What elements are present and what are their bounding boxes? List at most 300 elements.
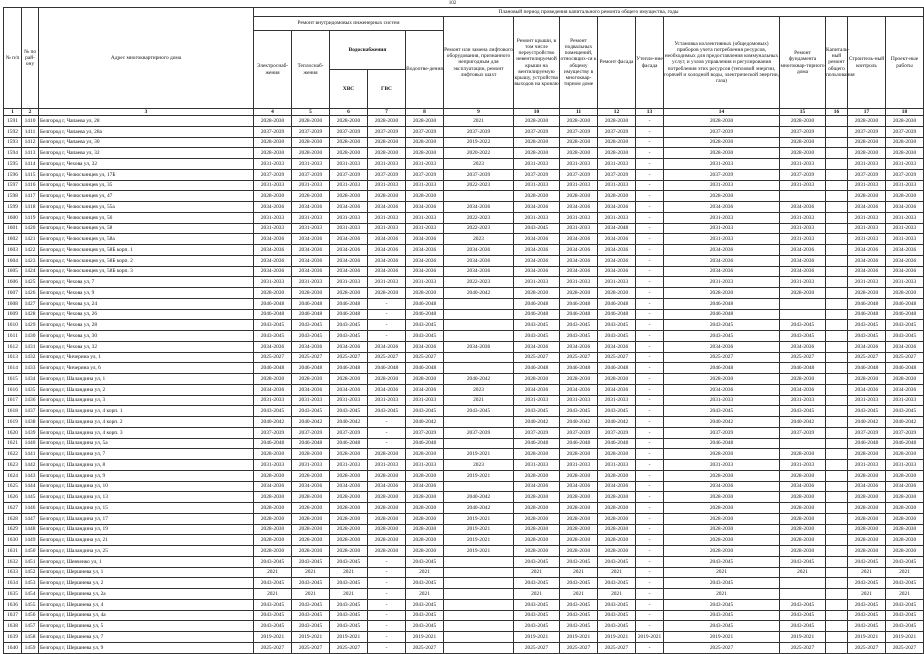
period-cell: 2034-2036: [330, 341, 368, 352]
period-cell: 2034-2036: [664, 481, 780, 492]
period-cell: 2046-2048: [598, 438, 636, 449]
table-row: [4, 374, 924, 385]
table-row: [4, 309, 924, 320]
header-insulation: Утепле-ние фасада: [636, 17, 664, 109]
period-cell: 2034-2036: [514, 384, 560, 395]
period-cell: 2034-2036: [330, 384, 368, 395]
district-number: 1417: [22, 191, 39, 202]
period-cell: 2025-2027: [886, 352, 924, 363]
header-water: Водоснабжения: [330, 31, 405, 70]
period-cell: 2028-2030: [664, 503, 780, 514]
period-cell: 2043-2045: [330, 621, 368, 632]
period-cell: 2031-2033: [292, 395, 330, 406]
period-cell: 2028-2030: [848, 546, 886, 557]
period-cell: 2028-2030: [780, 535, 826, 546]
period-cell: 2021: [848, 567, 886, 578]
period-cell: 2028-2030: [560, 374, 598, 385]
period-cell: [826, 352, 848, 363]
address-cell: Белгород г, Шершнева ул, 2а: [39, 589, 254, 600]
period-cell: 2028-2030: [292, 148, 330, 159]
period-cell: 2031-2033: [780, 277, 826, 288]
address-cell: Белгород г, Чехова ул, 9: [39, 288, 254, 299]
period-cell: -: [636, 148, 664, 159]
period-cell: 2028-2030: [292, 374, 330, 385]
table-row: [4, 395, 924, 406]
period-cell: -: [636, 535, 664, 546]
period-cell: 2021: [848, 589, 886, 600]
district-number: 1414: [22, 159, 39, 170]
period-cell: 2031-2033: [368, 277, 406, 288]
period-cell: 2034-2036: [780, 202, 826, 213]
period-cell: 2022-2023: [444, 223, 514, 234]
period-cell: 2034-2036: [444, 266, 514, 277]
period-cell: [826, 374, 848, 385]
period-cell: 2046-2048: [848, 298, 886, 309]
period-cell: 2046-2048: [406, 298, 444, 309]
period-cell: 2028-2030: [598, 546, 636, 557]
row-number: 1639: [4, 632, 22, 643]
period-cell: 2021: [330, 567, 368, 578]
period-cell: 2043-2045: [664, 320, 780, 331]
row-number: 1632: [4, 556, 22, 567]
period-cell: 2028-2030: [254, 191, 292, 202]
period-cell: 2028-2030: [292, 137, 330, 148]
period-cell: 2028-2030: [780, 288, 826, 299]
period-cell: 2031-2033: [292, 223, 330, 234]
period-cell: 2043-2045: [560, 578, 598, 589]
period-cell: 2028-2030: [254, 148, 292, 159]
period-cell: 2043-2045: [780, 320, 826, 331]
period-cell: 2019-2021: [254, 632, 292, 643]
district-number: 1424: [22, 266, 39, 277]
period-cell: 2028-2030: [664, 492, 780, 503]
column-numbers-row: [4, 109, 924, 116]
period-cell: 2019-2021: [444, 535, 514, 546]
period-cell: 2031-2033: [254, 223, 292, 234]
period-cell: 2043-2045: [848, 320, 886, 331]
period-cell: -: [636, 363, 664, 374]
table-row: [4, 180, 924, 191]
period-cell: 2031-2033: [598, 395, 636, 406]
period-cell: 2031-2033: [330, 223, 368, 234]
period-cell: -: [368, 320, 406, 331]
period-cell: 2028-2030: [254, 374, 292, 385]
period-cell: [826, 449, 848, 460]
district-number: 1427: [22, 298, 39, 309]
period-cell: 2031-2033: [848, 223, 886, 234]
address-cell: Белгород г, Чапаева ул, 30: [39, 137, 254, 148]
row-number: 1597: [4, 180, 22, 191]
column-number: 6: [330, 109, 368, 116]
period-cell: 2028-2030: [598, 137, 636, 148]
period-cell: 2028-2030: [886, 492, 924, 503]
district-number: 1433: [22, 363, 39, 374]
period-cell: 2019-2021: [598, 632, 636, 643]
period-cell: 2028-2030: [598, 524, 636, 535]
period-cell: 2037-2039: [514, 427, 560, 438]
period-cell: 2031-2033: [780, 234, 826, 245]
period-cell: 2025-2027: [406, 642, 444, 653]
period-cell: 2028-2030: [886, 116, 924, 127]
period-cell: 2028-2030: [330, 191, 368, 202]
period-cell: 2034-2036: [406, 202, 444, 213]
period-cell: 2034-2036: [254, 481, 292, 492]
period-cell: 2028-2030: [254, 524, 292, 535]
period-cell: 2021: [664, 567, 780, 578]
period-cell: 2043-2045: [254, 406, 292, 417]
period-cell: 2028-2030: [514, 513, 560, 524]
period-cell: 2028-2030: [406, 524, 444, 535]
period-cell: 2028-2030: [598, 374, 636, 385]
period-cell: 2031-2033: [886, 460, 924, 471]
period-cell: [444, 621, 514, 632]
address-cell: Белгород г, Челюскинцев ул, 35: [39, 180, 254, 191]
period-cell: 2023: [444, 234, 514, 245]
row-number: 1618: [4, 406, 22, 417]
period-cell: 2043-2045: [292, 621, 330, 632]
district-number: 1454: [22, 589, 39, 600]
period-cell: [444, 556, 514, 567]
period-cell: 2037-2039: [292, 126, 330, 137]
header-electric: Электроснаб-жения: [254, 31, 292, 109]
period-cell: 2034-2036: [514, 202, 560, 213]
row-number: 1606: [4, 277, 22, 288]
period-cell: -: [368, 578, 406, 589]
period-cell: 2028-2030: [254, 503, 292, 514]
period-cell: 2046-2048: [514, 363, 560, 374]
period-cell: 2043-2045: [292, 556, 330, 567]
address-cell: Белгород г, Шаландина ул, 10: [39, 481, 254, 492]
period-cell: 2022-2023: [444, 277, 514, 288]
period-cell: [444, 191, 514, 202]
address-cell: Белгород г, Челюскинцев ул, 58: [39, 223, 254, 234]
period-cell: 2034-2036: [780, 245, 826, 256]
district-number: 1457: [22, 621, 39, 632]
period-cell: 2022-2023: [444, 180, 514, 191]
period-cell: [826, 535, 848, 546]
period-cell: 2025-2027: [780, 352, 826, 363]
period-cell: 2046-2048: [560, 309, 598, 320]
period-cell: 2028-2030: [368, 470, 406, 481]
period-cell: -: [636, 202, 664, 213]
district-number: 1420: [22, 223, 39, 234]
period-cell: 2034-2036: [368, 245, 406, 256]
table-row: [4, 352, 924, 363]
period-cell: 2034-2036: [848, 481, 886, 492]
period-cell: 2028-2030: [330, 492, 368, 503]
period-cell: 2028-2030: [254, 513, 292, 524]
address-cell: Белгород г, Шершнева ул, 9: [39, 642, 254, 653]
period-cell: 2028-2030: [598, 191, 636, 202]
period-cell: 2028-2030: [598, 535, 636, 546]
period-cell: 2034-2036: [560, 255, 598, 266]
period-cell: -: [636, 126, 664, 137]
period-cell: 2028-2030: [330, 546, 368, 557]
period-cell: 2043-2045: [292, 610, 330, 621]
row-number: 1599: [4, 202, 22, 213]
period-cell: 2028-2030: [330, 503, 368, 514]
period-cell: 2028-2030: [292, 288, 330, 299]
period-cell: 2028-2030: [664, 148, 780, 159]
period-cell: -: [636, 589, 664, 600]
district-number: 1423: [22, 255, 39, 266]
period-cell: 2043-2045: [886, 578, 924, 589]
period-cell: [444, 578, 514, 589]
column-number: 16: [826, 109, 848, 116]
period-cell: [826, 406, 848, 417]
period-cell: 2028-2030: [664, 137, 780, 148]
period-cell: 2031-2033: [598, 460, 636, 471]
table-row: [4, 642, 924, 653]
period-cell: 2028-2030: [780, 470, 826, 481]
period-cell: [444, 632, 514, 643]
period-cell: 2034-2036: [368, 481, 406, 492]
period-cell: 2043-2045: [514, 621, 560, 632]
period-cell: 2031-2033: [560, 277, 598, 288]
period-cell: 2031-2033: [330, 159, 368, 170]
period-cell: 2025-2027: [598, 642, 636, 653]
period-cell: 2037-2039: [406, 126, 444, 137]
period-cell: 2043-2045: [514, 331, 560, 342]
header-basement: Ремонт подвальных помещений, относящих-ся к общему имуществу в многоквар-тирном доме: [560, 17, 598, 109]
period-cell: 2019-2021: [292, 632, 330, 643]
header-hvs: ХВС: [330, 70, 368, 108]
period-cell: -: [636, 266, 664, 277]
period-cell: 2046-2048: [514, 298, 560, 309]
period-cell: -: [368, 427, 406, 438]
row-number: 1623: [4, 460, 22, 471]
row-number: 1608: [4, 298, 22, 309]
period-cell: 2031-2033: [886, 277, 924, 288]
period-cell: -: [636, 298, 664, 309]
period-cell: 2028-2030: [368, 546, 406, 557]
period-cell: 2034-2036: [330, 202, 368, 213]
period-cell: 2021: [886, 589, 924, 600]
period-cell: 2037-2039: [254, 126, 292, 137]
district-number: 1429: [22, 320, 39, 331]
period-cell: 2019-2021: [444, 470, 514, 481]
period-cell: 2031-2033: [368, 212, 406, 223]
period-cell: 2028-2030: [292, 513, 330, 524]
period-cell: 2037-2039: [368, 126, 406, 137]
period-cell: 2034-2036: [598, 266, 636, 277]
period-cell: 2043-2045: [514, 556, 560, 567]
period-cell: 2028-2030: [598, 492, 636, 503]
row-number: 1595: [4, 159, 22, 170]
period-cell: 2031-2033: [598, 212, 636, 223]
period-cell: -: [636, 191, 664, 202]
period-cell: 2031-2033: [560, 223, 598, 234]
period-cell: 2043-2045: [406, 406, 444, 417]
period-cell: 2043-2045: [598, 599, 636, 610]
period-cell: 2021: [598, 567, 636, 578]
period-cell: 2046-2048: [330, 298, 368, 309]
district-number: 1449: [22, 535, 39, 546]
period-cell: 2019-2021: [330, 632, 368, 643]
address-cell: Белгород г, Шаландина ул, 7: [39, 449, 254, 460]
row-number: 1614: [4, 363, 22, 374]
period-cell: 2019-2021: [444, 513, 514, 524]
period-cell: -: [368, 298, 406, 309]
period-cell: 2040-2042: [292, 417, 330, 428]
row-number: 1601: [4, 223, 22, 234]
period-cell: 2028-2030: [886, 148, 924, 159]
period-cell: 2028-2030: [598, 148, 636, 159]
address-cell: Белгород г, Шаландина ул, 15: [39, 503, 254, 514]
district-number: 1438: [22, 417, 39, 428]
address-cell: Белгород г, Шаландина ул, 4 корп. 3: [39, 427, 254, 438]
period-cell: 2043-2045: [444, 406, 514, 417]
header-facade: Ремонт фасада: [598, 17, 636, 109]
period-cell: -: [636, 556, 664, 567]
period-cell: 2028-2030: [780, 137, 826, 148]
table-row: [4, 288, 924, 299]
table-row: [4, 148, 924, 159]
period-cell: 2021: [444, 395, 514, 406]
period-cell: 2028-2030: [514, 524, 560, 535]
address-cell: Белгород г, Челюскинцев ул, 58Б корп. 2: [39, 255, 254, 266]
row-number: 1617: [4, 395, 22, 406]
row-number: 1607: [4, 288, 22, 299]
row-number: 1609: [4, 309, 22, 320]
period-cell: 2028-2030: [368, 524, 406, 535]
period-cell: 2021: [406, 567, 444, 578]
period-cell: -: [636, 341, 664, 352]
period-cell: 2028-2030: [292, 449, 330, 460]
period-cell: [444, 352, 514, 363]
table-row: [4, 116, 924, 127]
period-cell: 2028-2030: [560, 546, 598, 557]
row-number: 1613: [4, 352, 22, 363]
period-cell: 2028-2030: [514, 148, 560, 159]
table-row: [4, 406, 924, 417]
period-cell: 2028-2030: [598, 116, 636, 127]
header-internal-systems: Ремонт внутридомовых инженерных систем: [254, 17, 444, 31]
period-cell: [826, 341, 848, 352]
period-cell: [444, 589, 514, 600]
column-number: 15: [780, 109, 826, 116]
table-row: [4, 556, 924, 567]
period-cell: 2031-2033: [368, 223, 406, 234]
period-cell: 2028-2030: [330, 524, 368, 535]
period-cell: 2025-2027: [368, 352, 406, 363]
period-cell: 2034-2036: [406, 341, 444, 352]
period-cell: 2034-2036: [368, 202, 406, 213]
period-cell: 2028-2030: [886, 470, 924, 481]
period-cell: 2019-2021: [514, 632, 560, 643]
period-cell: 2034-2036: [330, 481, 368, 492]
period-cell: 2028-2030: [514, 546, 560, 557]
row-number: 1630: [4, 535, 22, 546]
period-cell: 2043-2045: [292, 331, 330, 342]
header-construction: Строитель-ный контроль: [848, 17, 886, 109]
period-cell: 2034-2036: [330, 234, 368, 245]
period-cell: [780, 589, 826, 600]
period-cell: 2034-2036: [368, 255, 406, 266]
period-cell: 2046-2048: [560, 298, 598, 309]
row-number: 1591: [4, 116, 22, 127]
table-row: [4, 524, 924, 535]
period-cell: 2028-2030: [664, 191, 780, 202]
column-number: 10: [514, 109, 560, 116]
period-cell: -: [636, 427, 664, 438]
period-cell: 2043-2045: [848, 621, 886, 632]
period-cell: 2019-2021: [406, 632, 444, 643]
period-cell: -: [368, 438, 406, 449]
column-number: 18: [886, 109, 924, 116]
period-cell: 2031-2033: [886, 395, 924, 406]
period-cell: 2043-2045: [330, 610, 368, 621]
period-cell: -: [368, 331, 406, 342]
period-cell: 2031-2033: [254, 395, 292, 406]
period-cell: 2028-2030: [560, 535, 598, 546]
period-cell: 2028-2030: [848, 191, 886, 202]
address-cell: Белгород г, Шевченко ул, 1: [39, 556, 254, 567]
period-cell: [444, 567, 514, 578]
period-cell: 2028-2030: [330, 116, 368, 127]
period-cell: 2031-2033: [514, 460, 560, 471]
period-cell: -: [636, 309, 664, 320]
address-cell: Белгород г, Чехова ул, 26: [39, 309, 254, 320]
period-cell: [444, 599, 514, 610]
period-cell: 2028-2030: [560, 513, 598, 524]
period-cell: -: [636, 169, 664, 180]
period-cell: 2046-2048: [780, 363, 826, 374]
row-number: 1593: [4, 137, 22, 148]
period-cell: 2028-2030: [406, 116, 444, 127]
period-cell: -: [636, 546, 664, 557]
period-cell: 2019-2021: [886, 632, 924, 643]
period-cell: 2034-2036: [886, 481, 924, 492]
period-cell: [826, 245, 848, 256]
table-row: [4, 567, 924, 578]
period-cell: 2043-2045: [560, 599, 598, 610]
period-cell: 2025-2027: [254, 642, 292, 653]
district-number: 1426: [22, 288, 39, 299]
period-cell: 2043-2045: [664, 578, 780, 589]
period-cell: -: [368, 567, 406, 578]
row-number: 1628: [4, 513, 22, 524]
period-cell: 2031-2033: [292, 212, 330, 223]
period-cell: 2031-2033: [664, 180, 780, 191]
period-cell: 2028-2030: [514, 288, 560, 299]
row-number: 1638: [4, 621, 22, 632]
period-cell: 2028-2030: [330, 137, 368, 148]
period-cell: 2034-2036: [292, 341, 330, 352]
period-cell: 2043-2045: [292, 599, 330, 610]
period-cell: 2021: [444, 116, 514, 127]
district-number: 1432: [22, 352, 39, 363]
period-cell: 2034-2036: [292, 202, 330, 213]
district-number: 1445: [22, 492, 39, 503]
address-cell: Белгород г, Челюскинцев ул, 58Б корп. 3: [39, 266, 254, 277]
column-number: 8: [406, 109, 444, 116]
period-cell: 2025-2027: [848, 642, 886, 653]
period-cell: 2043-2045: [886, 320, 924, 331]
period-cell: 2037-2039: [886, 169, 924, 180]
period-cell: 2043-2045: [254, 556, 292, 567]
period-cell: 2043-2045: [514, 599, 560, 610]
period-cell: 2034-2036: [560, 266, 598, 277]
district-number: 1447: [22, 513, 39, 524]
period-cell: -: [636, 288, 664, 299]
period-cell: 2031-2033: [254, 277, 292, 288]
period-cell: 2028-2030: [514, 191, 560, 202]
period-cell: [826, 610, 848, 621]
period-cell: 2040-2042: [514, 417, 560, 428]
period-cell: 2043-2045: [406, 320, 444, 331]
district-number: 1451: [22, 556, 39, 567]
